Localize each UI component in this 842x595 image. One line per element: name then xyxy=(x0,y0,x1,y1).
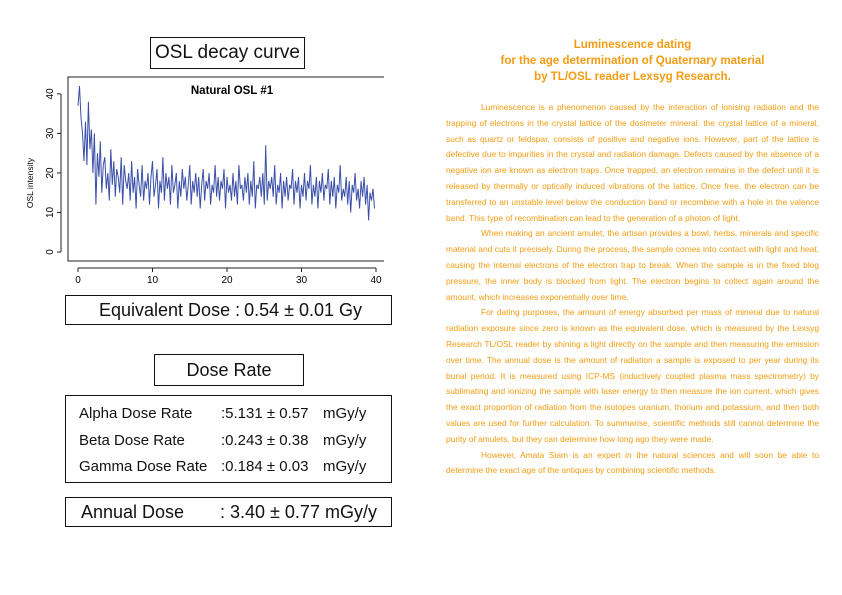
article-title-line: Luminescence dating xyxy=(573,39,692,51)
dose-rate-value: :5.131 ± 0.57 xyxy=(221,405,309,422)
equivalent-dose-label: Equivalent Dose : xyxy=(99,299,241,320)
article-body xyxy=(446,100,819,479)
article-paragraph: For dating purposes, the amount of energy absorbed per mass of mineral due to natural radiation exposure since zero is known as the equivalent dose, which is measured by the Lexsyg Research TL/OSL reader by shining a light directly on the sample and then measuring the emission over time. The annual dose is the amount of radiation a sample is exposed to per year during its burial period. It is measured using ICP-MS (inductively coupled plasma mass spectrometry) by sublimating and ionizing the sample with laser energy to then measure the ion current, which gives the exact proportion of radiation from the isotopes uranium, thorium and potassium, and then both values are used for further calculation. To summarise, scientific methods still cannot determine the purity of amulets, but they can determine how long ago they were made. xyxy=(446,307,819,444)
x-tick-label: 30 xyxy=(295,275,308,285)
equivalent-dose-value: 0.54 ± 0.01 Gy xyxy=(244,299,363,320)
equivalent-dose-box xyxy=(65,295,392,325)
osl-series-line xyxy=(78,86,375,220)
annual-dose-value: : 3.40 ± 0.77 mGy/y xyxy=(220,502,377,522)
osl-title-box xyxy=(150,37,305,69)
dose-rate-title: Dose Rate xyxy=(186,359,272,380)
article-title xyxy=(460,37,805,85)
dose-rate-title-box xyxy=(154,354,304,386)
dose-rate-value: :0.184 ± 0.03 xyxy=(221,458,309,475)
dose-rate-name: Gamma Dose Rate xyxy=(79,458,208,475)
dose-rate-row-gamma xyxy=(66,454,391,481)
article-title-line: by TL/OSL reader Lexsyg Research. xyxy=(534,71,731,83)
dose-rate-unit: mGy/y xyxy=(323,405,367,422)
x-tick-label: 40 xyxy=(370,275,382,285)
dose-rate-unit: mGy/y xyxy=(323,431,367,449)
y-tick-label: 10 xyxy=(45,206,56,219)
dose-rate-row-alpha xyxy=(66,401,391,428)
plot-border xyxy=(68,77,384,261)
y-tick-label: 20 xyxy=(45,167,56,179)
dose-rate-name: Alpha Dose Rate xyxy=(79,405,193,422)
dose-rate-name: Beta Dose Rate xyxy=(79,431,185,449)
article-paragraph: However, Amata Siam is an expert in the natural sciences and will soon be able to determine the exact age of the antiques by combining scientific methods. xyxy=(446,449,819,476)
y-tick-label: 0 xyxy=(45,249,56,255)
dose-rate-row-beta xyxy=(66,428,391,455)
x-tick-label: 10 xyxy=(146,275,159,285)
y-tick-label: 40 xyxy=(45,88,56,100)
article-paragraph: Luminescence is a phenomenon caused by the interaction of ionising radiation and the trapping of electrons in the crystal lattice of the dosimeter mineral. the crystal lattice of a mineral, such as quartz or feldspar, consists of positive and negative ions. However, part of the lattice is defective due to impurities in the crystal and radiation damage. Defects caused by the absence of a negative ion are known as electron traps. Once trapped, an electron remains in the defect until it is released by thermally or optically induced vibrations of the lattice. Once free, the electron can be transferred to an unstable level below the conduction band or recombine with a hole in the valence band. This type of recombination can lead to the generation of a photon of light. xyxy=(446,102,819,223)
chart-title: Natural OSL #1 xyxy=(190,85,274,97)
osl-title: OSL decay curve xyxy=(154,42,301,63)
annual-dose-label: Annual Dose xyxy=(81,502,185,522)
annual-dose-box xyxy=(65,497,392,527)
x-tick-label: 20 xyxy=(221,275,233,285)
dose-rate-unit: mGy/y xyxy=(323,458,367,475)
x-tick-label: 0 xyxy=(75,275,81,285)
article-paragraph: When making an ancient amulet, the artisan provides a bowl, herbs, minerals and specific material and cuts it precisely. During the process, the sample comes into contact with light and heat, causing the internal electrons of the electron trap to break. When the sample is in the fixed blog pressure, the inner body is blocked from light. The electron begins to collect again around the amount, which increases exponentially over time. xyxy=(446,228,819,302)
dose-rate-list xyxy=(65,395,392,483)
y-axis-label: OSL intensity xyxy=(25,157,35,209)
osl-decay-chart xyxy=(14,73,384,285)
y-tick-label: 30 xyxy=(45,127,56,139)
plot-frame xyxy=(68,77,384,261)
dose-rate-value: :0.243 ± 0.38 xyxy=(221,431,309,449)
article-title-line: for the age determination of Quaternary material xyxy=(500,55,765,67)
